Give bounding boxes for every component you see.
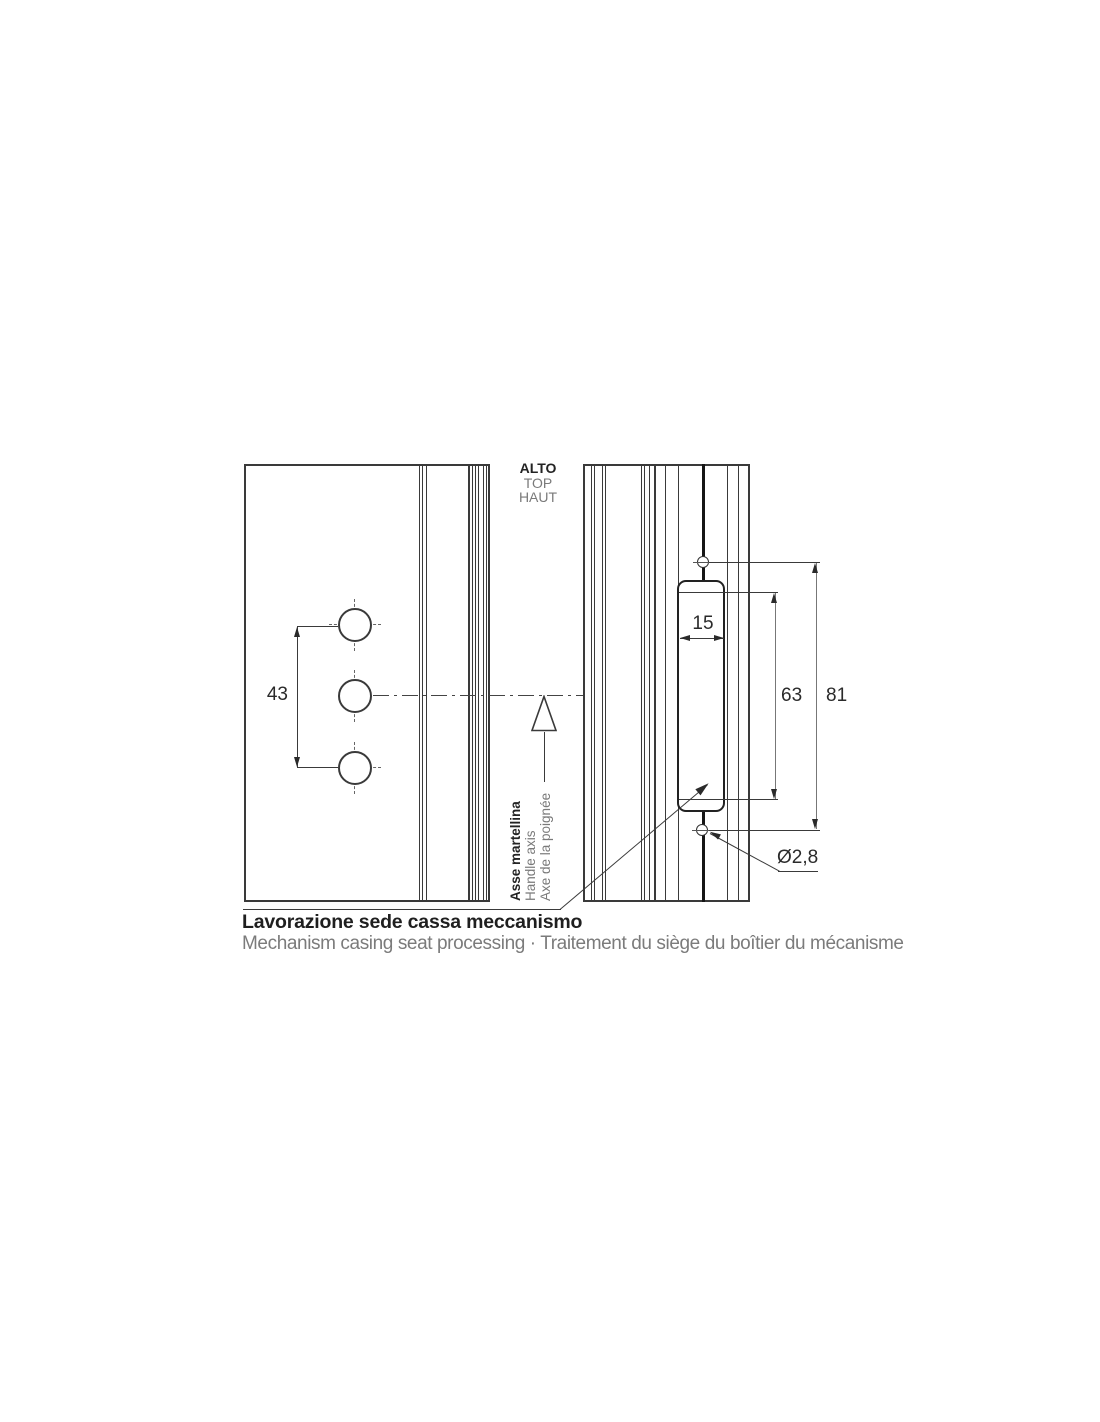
groove-line: [738, 464, 739, 902]
arrowhead: [771, 789, 777, 799]
groove-line: [468, 464, 470, 902]
groove-line: [426, 464, 427, 902]
handle-axis-note-it: Asse martellina: [508, 801, 523, 901]
groove-line: [665, 464, 666, 902]
arrowhead: [680, 635, 690, 641]
diameter-leader-underline: [778, 871, 818, 872]
dimension-line-81: [816, 563, 817, 829]
slot-depth-line-bottom: [679, 799, 778, 800]
dimension-81-label: 81: [826, 685, 848, 706]
dimension-diameter-label: Ø2,8: [777, 847, 819, 868]
handle-axis-arrow-shaft: [544, 732, 545, 782]
arrowhead: [294, 627, 300, 637]
orientation-label-fr: HAUT: [518, 489, 558, 506]
handle-hole-top: [338, 608, 372, 642]
handle-axis-arrow-icon: [531, 695, 557, 733]
groove-line: [654, 464, 656, 902]
groove-line: [641, 464, 642, 902]
groove-line: [478, 464, 479, 902]
handle-hole-bottom: [338, 751, 372, 785]
groove-line: [649, 464, 650, 902]
handle-hole-middle: [338, 679, 372, 713]
dimension-63-label: 63: [781, 685, 803, 706]
arrowhead: [812, 563, 818, 573]
orientation-label: [514, 461, 562, 505]
extension-line: [709, 830, 820, 831]
dimension-15-label: 15: [692, 613, 714, 634]
groove-line: [602, 464, 603, 902]
caption-title: Lavorazione sede cassa meccanismo: [242, 911, 583, 933]
groove-line: [605, 464, 606, 902]
extension-line: [709, 562, 820, 563]
groove-line: [472, 464, 473, 902]
groove-line: [422, 464, 423, 902]
extension-line: [297, 626, 338, 627]
handle-axis-note: [508, 781, 553, 901]
extension-line: [297, 767, 338, 768]
dimension-line-43: [297, 627, 298, 767]
slot-depth-line-top: [679, 592, 778, 593]
groove-line: [591, 464, 592, 902]
handle-axis-note-en: Handle axis: [523, 830, 538, 901]
arrowhead: [812, 819, 818, 829]
groove-line: [419, 464, 420, 902]
arrowhead: [294, 757, 300, 767]
dimension-43-label: 43: [266, 684, 288, 705]
handle-axis-note-fr: Axe de la poignée: [538, 792, 553, 901]
groove-line: [486, 464, 487, 902]
groove-line: [475, 464, 476, 902]
dimension-line-63: [775, 593, 776, 799]
groove-line: [483, 464, 484, 902]
caption-leader-horizontal: [243, 909, 561, 910]
orientation-label-en: TOP: [523, 474, 553, 491]
groove-line: [727, 464, 728, 902]
arrowhead: [771, 593, 777, 603]
arrowhead: [714, 635, 724, 641]
orientation-label-it: ALTO: [519, 460, 557, 476]
groove-line: [594, 464, 595, 902]
caption-subtitle: Mechanism casing seat processing · Traitement du siège du boîtier du mécanisme: [242, 933, 904, 954]
